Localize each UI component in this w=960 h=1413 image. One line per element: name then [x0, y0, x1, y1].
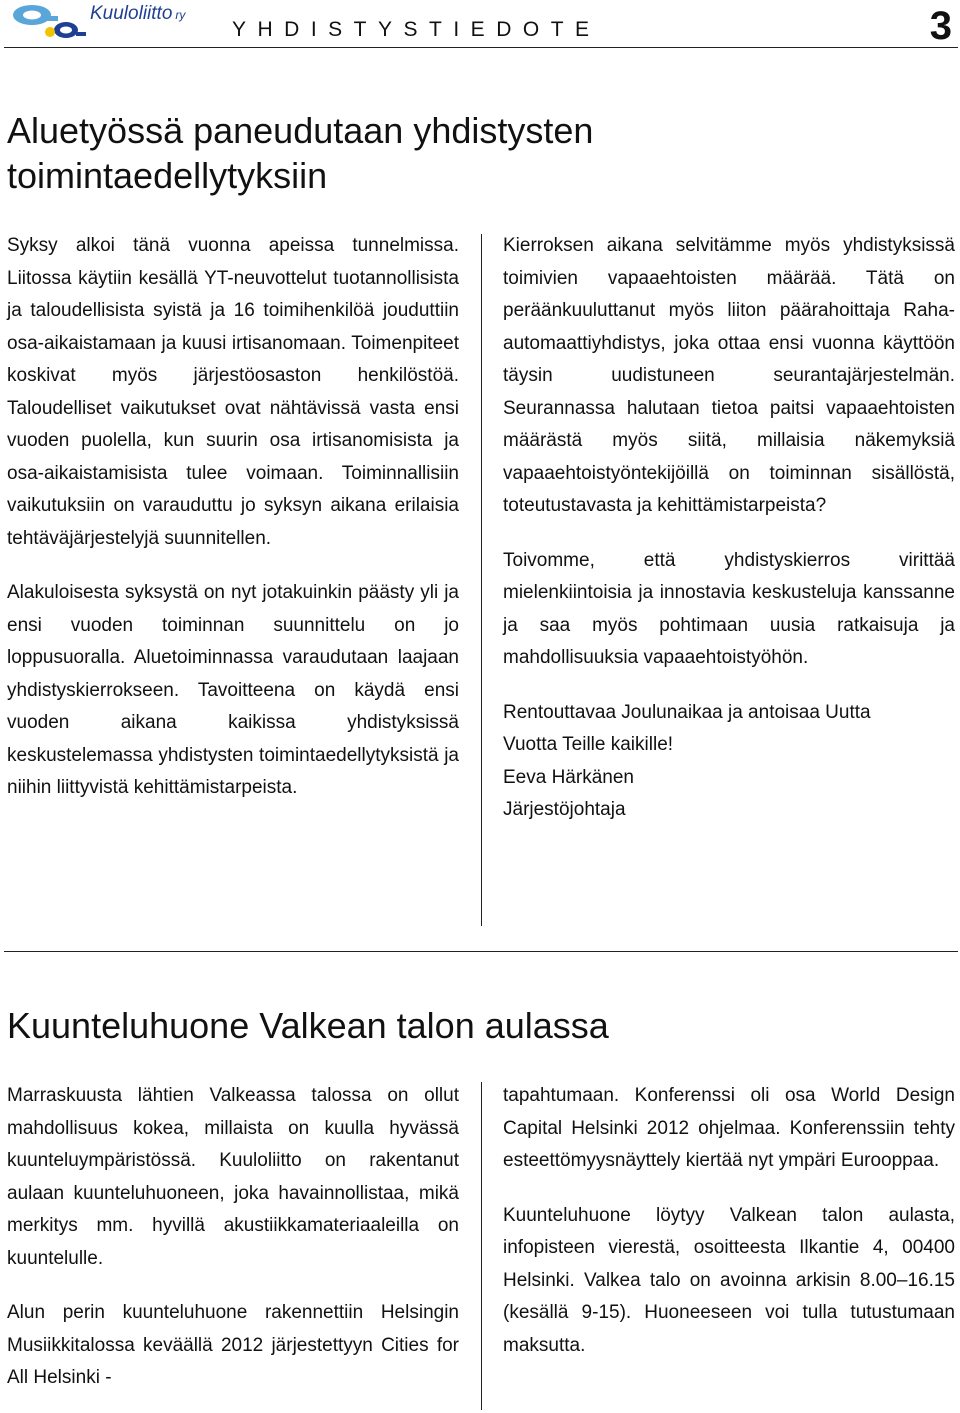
article1-closing — [503, 697, 955, 827]
article1-right-paragraph: Kierroksen aikana selvitämme myös yhdistyksissä toimivien vapaaehtoisten määrää. Tätä on peräänkuuluttanut myös liiton päärahoittaja Raha-automaattiyhdistys, joka ottaa ensi vuonna käyttöön täysin uudistuneen seurantajärjestelmän. Seurannassa halutaan tietoa paitsi vapaaehtoisten määrästä myös siitä, millaisia näkemyksiä vapaaehtoistyöntekijöillä on toiminnan sisällöstä, toteutustavasta ja kehittämistarpeista? — [503, 235, 955, 516]
article2-column-divider — [481, 1082, 482, 1410]
article2-title: Kuunteluhuone Valkean talon aulassa — [7, 1005, 609, 1046]
signer-name: Eeva Härkänen — [503, 766, 634, 788]
article1-left-paragraph: Alakuloisesta syksystä on nyt jotakuinkin päästy yli ja ensi vuoden toiminnan suunnittelu on jo loppusuoralla. Aluetoiminnassa varaudutaan laajaan yhdistyskierrokseen. Tavoitteena on käydä ensi vuoden aikana kaikissa yhdistyksissä keskustelemassa yhdistysten toimintaedellytyksistä ja niihin liittyvistä kehittämistarpeista. — [7, 582, 459, 798]
article1-column-divider — [481, 234, 482, 926]
logo-mark-icon — [8, 2, 88, 42]
logo-wordmark: Kuuloliitto ry — [90, 3, 186, 24]
article1-right-column — [503, 230, 955, 827]
article1-left-paragraph: Syksy alkoi tänä vuonna apeissa tunnelmissa. Liitossa käytiin kesällä YT-neuvottelut tuotannollisista ja taloudellisista syistä ja 16 toimihenkilöä jouduttiin osa-aikaistamaan ja kuusi irtisanomaan. Toimenpiteet koskivat myös järjestöosaston henkilöstöä. Taloudelliset vaikutukset ovat nähtävissä vasta ensi vuoden puolella, kun suurin osa irtisanomisista ja osa-aikaistamisista tulee voimaan. Toiminnallisiin vaikutuksiin on varauduttu jo syksyn aikana erilaisia tehtäväjärjestelyjä suunnitellen. — [7, 235, 459, 549]
page-header — [0, 0, 960, 50]
article2-left-paragraph: Alun perin kuunteluhuone rakennettiin Helsingin Musiikkitalossa keväällä 2012 järjestettyyn Cities for All Helsinki - — [7, 1302, 459, 1388]
page-number: 3 — [929, 4, 952, 48]
newsletter-title: YHDISTYSTIEDOTE — [232, 18, 601, 41]
kuuloliitto-logo — [8, 2, 198, 42]
article2-right-paragraph: tapahtumaan. Konferenssi oli osa World Design Capital Helsinki 2012 ohjelmaa. Konferenssiin tehty esteettömyysnäyttely kiertää nyt ympäri Eurooppaa. — [503, 1085, 955, 1171]
section-divider — [4, 951, 958, 952]
article1-title: Aluetyössä paneudutaan yhdistysten toimintaedellytyksiin — [7, 110, 594, 196]
signer-title: Järjestöjohtaja — [503, 799, 626, 820]
header-divider — [4, 47, 958, 48]
article1-right-paragraph: Toivomme, että yhdistyskierros virittää mielenkiintoisia ja innostavia keskusteluja kanssanne ja saa myös pohtimaan uusia ratkaisuja ja mahdollisuuksia vapaaehtoistyöhön. — [503, 549, 955, 668]
article2-right-paragraph: Kuunteluhuone löytyy Valkean talon aulasta, infopisteen vierestä, osoitteesta Ilkantie 4, 00400 Helsinki. Valkea talo on avoinna arkisin 8.00–16.15 (kesällä 9-15). Huoneeseen voi tulla tutustumaan maksutta. — [503, 1204, 955, 1356]
closing-greeting: Rentouttavaa Joulunaikaa ja antoisaa Uutta Vuotta Teille kaikille! — [503, 701, 871, 755]
article2-left-paragraph: Marraskuusta lähtien Valkeassa talossa on ollut mahdollisuus kokea, millaista on kuulla hyvässä kuunteluympäristössä. Kuuloliitto on rakentanut aulaan kuunteluhuoneen, joka havainnollistaa, mikä merkitys mm. hyvillä akustiikkamateriaaleilla on kuuntelulle. — [7, 1085, 459, 1269]
article2-right-column — [503, 1080, 955, 1362]
article2-left-column — [7, 1080, 459, 1395]
article1-left-column — [7, 230, 459, 805]
